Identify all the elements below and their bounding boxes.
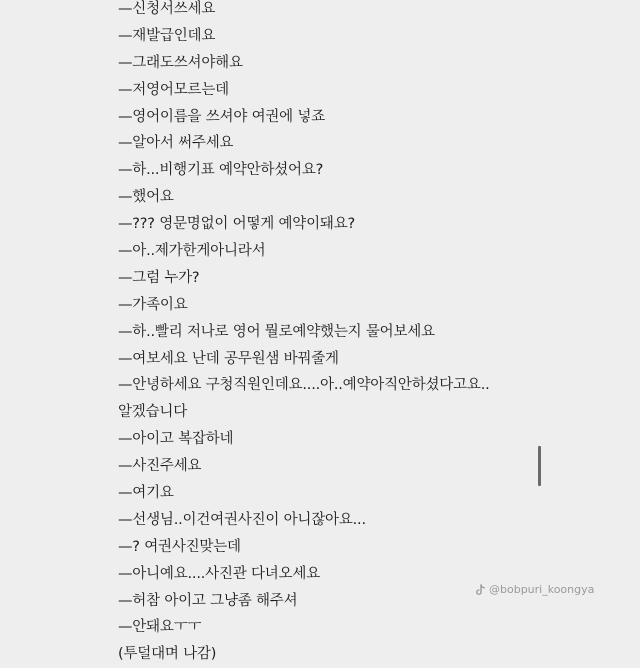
text-line: —아..제가한게아니라서 bbox=[118, 243, 266, 260]
text-line: —신청서쓰세요 bbox=[118, 1, 216, 17]
text-line: —알아서 써주세요 bbox=[118, 135, 234, 152]
watermark-handle: @bobpuri_koongya bbox=[489, 583, 595, 596]
watermark bbox=[475, 583, 594, 596]
tiktok-icon bbox=[475, 584, 486, 596]
text-line: —했어요 bbox=[118, 189, 174, 206]
text-line: —영어이름을 쓰셔야 여권에 넣죠 bbox=[118, 108, 326, 125]
text-line: —? 여권사진맞는데 bbox=[118, 538, 241, 555]
scroll-indicator[interactable] bbox=[538, 446, 541, 486]
text-line: —가족이요 bbox=[118, 296, 188, 313]
text-line: —아니예요....사진관 다녀오세요 bbox=[118, 565, 321, 582]
text-line: (투덜대며 나감) bbox=[118, 646, 217, 663]
text-line: —여기요 bbox=[118, 485, 174, 502]
text-line: —안돼요ㅜㅜ bbox=[118, 619, 202, 636]
text-line: —하...비행기표 예약안하셨어요? bbox=[118, 162, 324, 179]
text-line: —그럼 누가? bbox=[118, 269, 200, 286]
text-line: —선생님..이건여권사진이 아니잖아요... bbox=[118, 511, 366, 528]
text-line: —허참 아이고 그냥좀 해주셔 bbox=[118, 592, 298, 609]
text-line: 알겠습니다 bbox=[118, 404, 188, 421]
text-line: —??? 영문명없이 어떻게 예약이돼요? bbox=[118, 216, 356, 233]
text-line: —사진주세요 bbox=[118, 458, 202, 475]
text-line: —저영어모르는데 bbox=[118, 81, 229, 98]
text-line: —여보세요 난데 공무원샘 바꿔줄게 bbox=[118, 350, 339, 367]
text-line: —그래도쓰셔야해요 bbox=[118, 54, 243, 71]
text-line: —하..빨리 저나로 영어 뭘로예약했는지 물어보세요 bbox=[118, 323, 435, 340]
text-line: —재발급인데요 bbox=[118, 27, 216, 44]
conversation-text bbox=[118, 0, 490, 668]
text-line: —아이고 복잡하네 bbox=[118, 431, 234, 448]
text-line: —안녕하세요 구청직원인데요....아..예약아직안하셨다고요.. bbox=[118, 377, 490, 394]
